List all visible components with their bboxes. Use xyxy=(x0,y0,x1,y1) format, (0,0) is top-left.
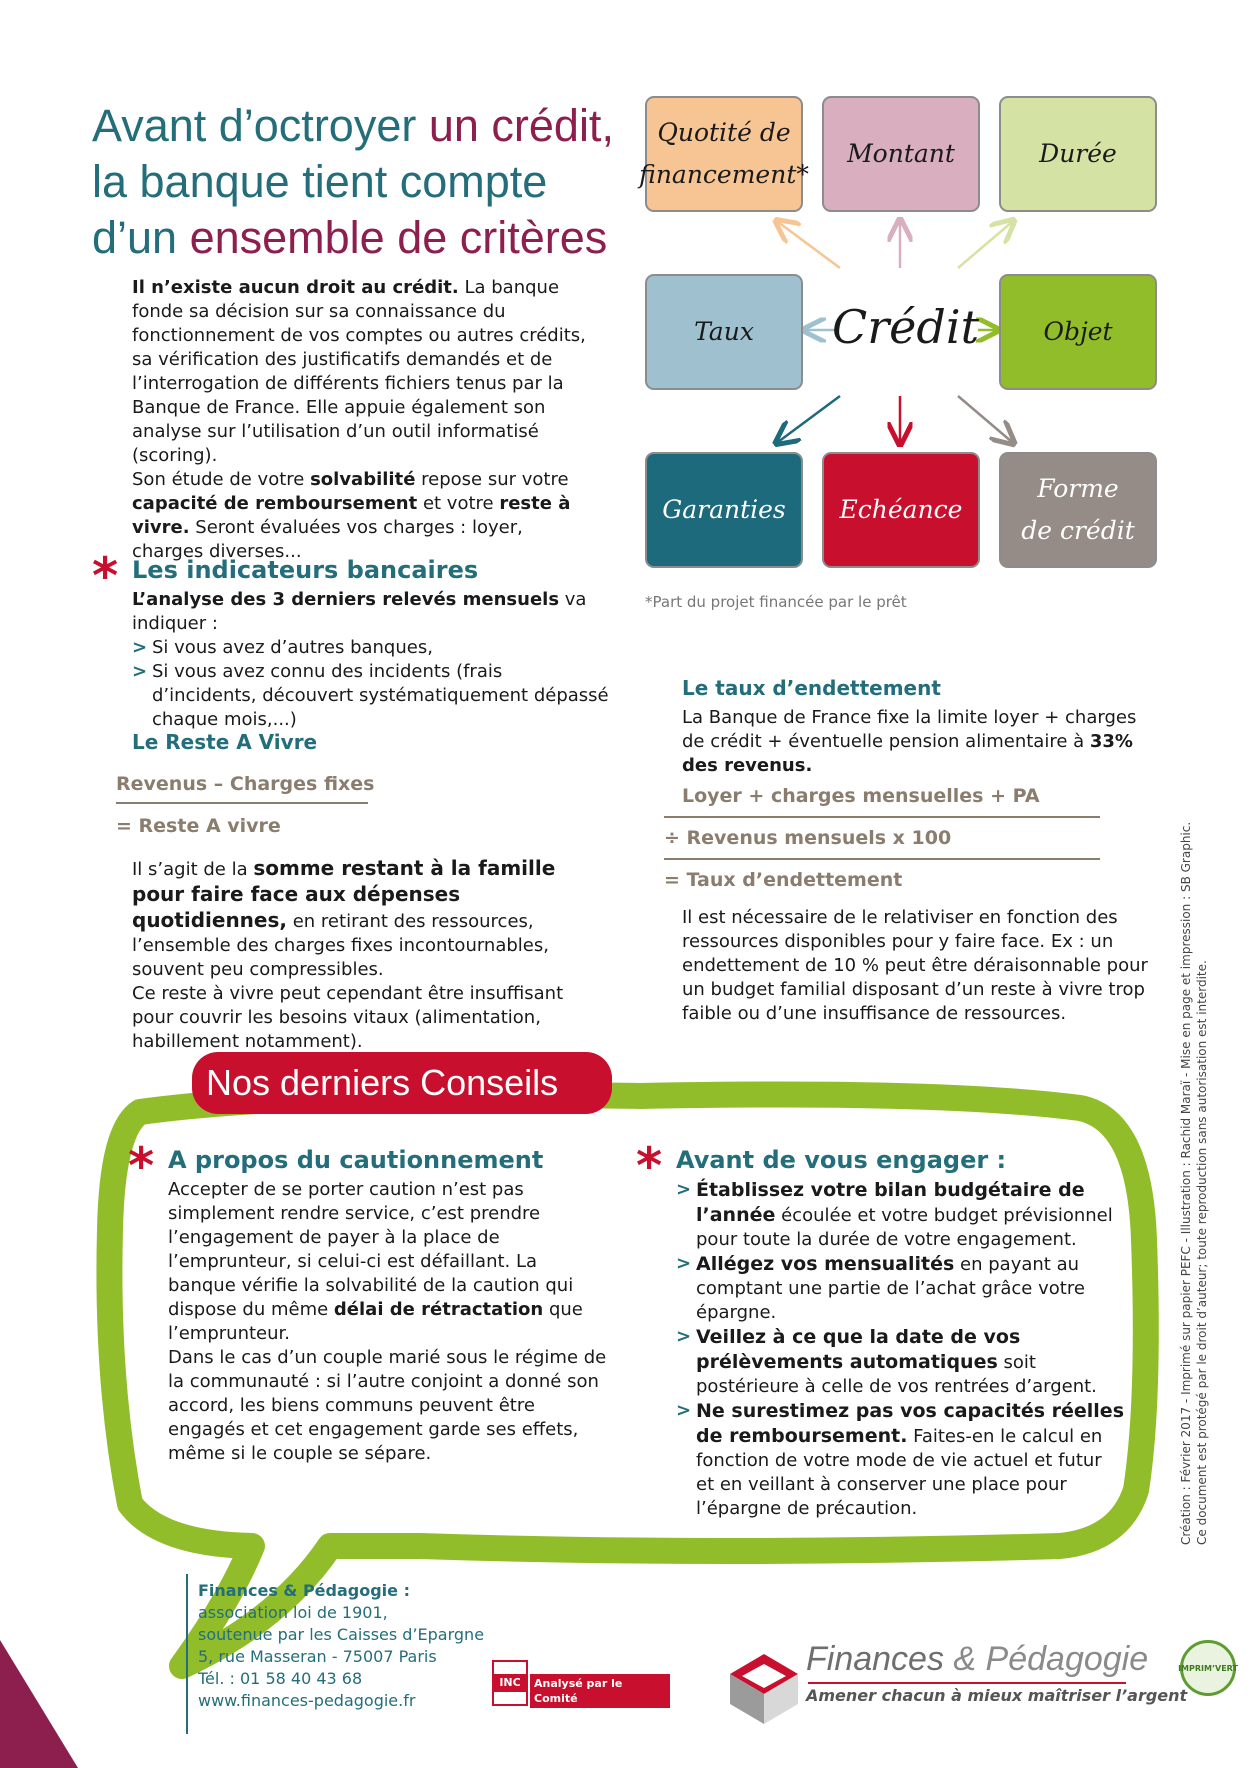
chevron-right-icon: > xyxy=(676,1179,692,1200)
endettement-formula-3: = Taux d’endettement xyxy=(664,869,903,891)
footer-website[interactable]: www.finances-pedagogie.fr xyxy=(198,1691,416,1710)
intro-bold-4: reste à vivre. xyxy=(132,493,571,538)
reste-heading: Le Reste A Vivre xyxy=(132,730,318,754)
cpe-line-2: Paritaire d’Evaluation (CPE) xyxy=(534,1707,650,1735)
footer-phone: Tél. : 01 58 40 43 68 xyxy=(198,1669,363,1688)
chevron-right-icon: > xyxy=(132,637,148,658)
chevron-right-icon: > xyxy=(676,1253,692,1274)
asterisk-icon: * xyxy=(92,547,119,605)
box-garanties-label: Garanties xyxy=(662,495,786,524)
conseils-title: Nos derniers Conseils xyxy=(192,1052,612,1114)
imprim-vert-logo: IMPRIM’VERT xyxy=(1180,1640,1236,1696)
list-item-text: soit postérieure à celle de vos rentrées d’argent. xyxy=(696,1352,1097,1397)
title-line1-part1: Avant d’octroyer xyxy=(92,100,429,151)
caution-paragraph-1 xyxy=(168,1178,608,1346)
intro-section xyxy=(132,276,592,564)
list-item-bold: Veillez à ce que la date de vos prélèvements automatiques xyxy=(696,1326,1021,1373)
vertical-credits-line-1: Création : Février 2017 - Imprimé sur papier PEFC - Illustration : Rachid Maraï - Mise en page et impression : SB Graphic. xyxy=(1179,821,1193,1545)
page-title xyxy=(92,98,652,266)
title-line1-highlight: un crédit, xyxy=(428,100,614,151)
formula-divider xyxy=(116,802,368,804)
chevron-right-icon: > xyxy=(676,1400,692,1421)
asterisk-icon: * xyxy=(636,1137,663,1195)
box-quotite-line2: financement* xyxy=(639,160,809,189)
intro-text-2d: Seront évaluées vos charges : loyer, charges diverses... xyxy=(132,517,523,562)
caution-body xyxy=(168,1178,608,1466)
footer-org-name: Finances & Pédagogie : xyxy=(198,1581,410,1600)
box-garanties xyxy=(645,452,803,568)
reste-body xyxy=(132,856,602,1054)
brand-logo-part1: Finances xyxy=(806,1640,944,1678)
title-line2: la banque tient compte xyxy=(92,156,548,207)
box-objet xyxy=(999,274,1157,390)
reste-paragraph-1 xyxy=(132,856,602,982)
diagram-center-credit: Crédit xyxy=(832,300,980,354)
box-taux-label: Taux xyxy=(694,317,754,346)
list-item-bold: Ne surestimez pas vos capacités réelles de remboursement. xyxy=(696,1400,1125,1447)
endettement-paragraph-2: Il est nécessaire de le relativiser en fonction des ressources disponibles pour y faire face. Ex : un endettement de 10 % peut être déraisonnable pour un budget familial disposant d’un reste à vivre trop faible ou d’une insuffisance de ressources. xyxy=(682,907,1148,1024)
footer-line-2: soutenue par les Caisses d’Epargne xyxy=(198,1625,485,1644)
engager-body xyxy=(676,1178,1124,1521)
endettement-intro xyxy=(682,706,1152,778)
brand-logo-part2: & Pédagogie xyxy=(943,1640,1149,1678)
endettement-body xyxy=(682,906,1152,1026)
intro-bold-3: capacité de remboursement xyxy=(132,493,418,514)
reste-bold: somme restant à la famille pour faire face aux dépenses quotidiennes, xyxy=(132,856,556,932)
list-item xyxy=(132,660,612,732)
cpe-line-1: Analysé par le Comité xyxy=(534,1677,623,1705)
intro-paragraph-2 xyxy=(132,468,592,564)
box-forme xyxy=(999,452,1157,568)
box-forme-line2: de crédit xyxy=(1021,516,1135,545)
list-item-text: en payant au comptant une partie de l’achat grâce votre épargne. xyxy=(696,1254,1085,1323)
footer-line-1: association loi de 1901, xyxy=(198,1603,388,1622)
reste-formula-line1: Revenus – Charges fixes xyxy=(116,773,375,795)
caution-paragraph-2: Dans le cas d’un couple marié sous le régime de la communauté : si l’autre conjoint a donné son accord, les biens communs peuvent être engagés et cet engagement garde ses effets, même si le couple se sépare. xyxy=(168,1347,607,1464)
list-item xyxy=(676,1178,1124,1252)
list-item-text: Faites-en le calcul en fonction de votre mode de vie actuel et futur et en veillant à conserver une place pour l’épargne de précaution. xyxy=(696,1426,1103,1519)
intro-paragraph-1 xyxy=(132,276,592,468)
finances-pedagogie-logo-icon xyxy=(722,1634,806,1726)
vertical-credits xyxy=(1178,821,1210,1545)
box-echeance-label: Echéance xyxy=(839,495,963,524)
brand-tagline: Amener chacun à mieux maîtriser l’argent xyxy=(806,1686,1188,1705)
box-taux xyxy=(645,274,803,390)
title-line3-part1: d’un xyxy=(92,212,190,263)
indicators-heading: Les indicateurs bancaires xyxy=(132,556,479,584)
list-item xyxy=(132,636,612,660)
list-item xyxy=(676,1325,1124,1399)
vertical-credits-line-2: Ce document est protégé par le droit d’auteur; toute reproduction sans autorisation est interdite. xyxy=(1195,960,1209,1545)
box-objet-label: Objet xyxy=(1043,317,1113,346)
endettement-formula-1: Loyer + charges mensuelles + PA xyxy=(682,785,1040,807)
endettement-bold: 33% des revenus. xyxy=(682,731,1133,776)
box-echeance xyxy=(822,452,980,568)
intro-text-2a: Son étude de votre xyxy=(132,469,311,490)
indicators-body xyxy=(132,588,612,732)
caution-bold: délai de rétractation xyxy=(333,1299,544,1320)
reste-paragraph-2: Ce reste à vivre peut cependant être insuffisant pour couvrir les besoins vitaux (alimentation, habillement notamment). xyxy=(132,983,564,1052)
intro-text-1: La banque fonde sa décision sur sa connaissance du fonctionnement de vos comptes ou autres crédits, sa vérification des justificatifs demandés et de l’interrogation de différents fichiers tenus par la Banque de France. Elle appuie également son analyse sur l’utilisation d’un outil informatisé (scoring). xyxy=(132,277,586,466)
caution-heading: A propos du cautionnement xyxy=(168,1146,544,1174)
chevron-right-icon: > xyxy=(132,661,148,682)
box-montant-label: Montant xyxy=(847,139,955,168)
list-item-text: Si vous avez d’autres banques, xyxy=(152,637,433,658)
endettement-formula-2: ÷ Revenus mensuels x 100 xyxy=(664,827,952,849)
caution-text-2: que l’emprunteur. xyxy=(168,1299,583,1344)
footer-address: 5, rue Masseran - 75007 Paris xyxy=(198,1647,437,1666)
formula-divider xyxy=(664,816,1100,818)
indicators-intro xyxy=(132,588,612,636)
list-item-bold: Établissez votre bilan budgétaire de l’année xyxy=(696,1179,1085,1226)
box-duree-label: Durée xyxy=(1039,139,1117,168)
box-quotite xyxy=(639,96,809,212)
chevron-right-icon: > xyxy=(676,1326,692,1347)
caution-text-1: Accepter de se porter caution n’est pas simplement rendre service, c’est prendre l’engagement de payer à la place de l’emprunteur, si celui-ci est défaillant. La banque vérifie la solvabilité de la caution qui dispose du même xyxy=(168,1179,574,1320)
indicators-bold: L’analyse des 3 derniers relevés mensuels xyxy=(132,589,560,610)
reste-text-2: en retirant des ressources, l’ensemble des charges fixes incontournables, souvent peu compressibles. xyxy=(132,911,549,980)
engager-heading: Avant de vous engager : xyxy=(676,1146,1007,1174)
intro-text-2b: repose sur votre xyxy=(415,469,569,490)
list-item xyxy=(676,1252,1124,1325)
list-item-text: écoulée et votre budget prévisionnel pour toute la durée de votre engagement. xyxy=(696,1205,1113,1250)
box-quotite-line1: Quotité de xyxy=(657,118,791,147)
intro-bold-1: Il n’existe aucun droit au crédit. xyxy=(132,277,459,298)
formula-divider xyxy=(664,858,1100,860)
diagram-footnote: *Part du projet financée par le prêt xyxy=(645,593,907,611)
footer-contact xyxy=(198,1580,484,1712)
asterisk-icon: * xyxy=(128,1137,155,1195)
indicators-list xyxy=(132,636,612,732)
engager-list xyxy=(676,1178,1124,1521)
indicators-text: va indiquer : xyxy=(132,589,587,634)
reste-text-1: Il s’agit de la xyxy=(132,859,254,880)
list-item-text: Si vous avez connu des incidents (frais d’incidents, découvert systématiquement dépassé chaque mois,...) xyxy=(152,661,609,730)
list-item xyxy=(676,1399,1124,1521)
box-forme-line1: Forme xyxy=(1037,474,1119,503)
brand-logo-text xyxy=(806,1640,1148,1679)
footer-divider xyxy=(186,1574,188,1734)
intro-bold-2: solvabilité xyxy=(310,469,416,490)
box-montant xyxy=(822,96,980,212)
box-duree xyxy=(999,96,1157,212)
endettement-heading: Le taux d’endettement xyxy=(682,676,941,700)
brand-underline xyxy=(808,1682,1126,1684)
inc-logo xyxy=(492,1660,528,1706)
title-line3-highlight: ensemble de critères xyxy=(189,212,608,263)
list-item-bold: Allégez vos mensualités xyxy=(696,1253,955,1275)
reste-formula-line2: = Reste A vivre xyxy=(116,815,281,837)
inc-badge: INC xyxy=(494,1674,526,1692)
cpe-badge xyxy=(530,1674,670,1735)
intro-text-2c: et votre xyxy=(417,493,500,514)
endettement-paragraph-1 xyxy=(682,706,1152,778)
corner-decoration xyxy=(0,1640,78,1768)
endettement-text-1: La Banque de France fixe la limite loyer + charges de crédit + éventuelle pension alimentaire à xyxy=(682,707,1137,752)
